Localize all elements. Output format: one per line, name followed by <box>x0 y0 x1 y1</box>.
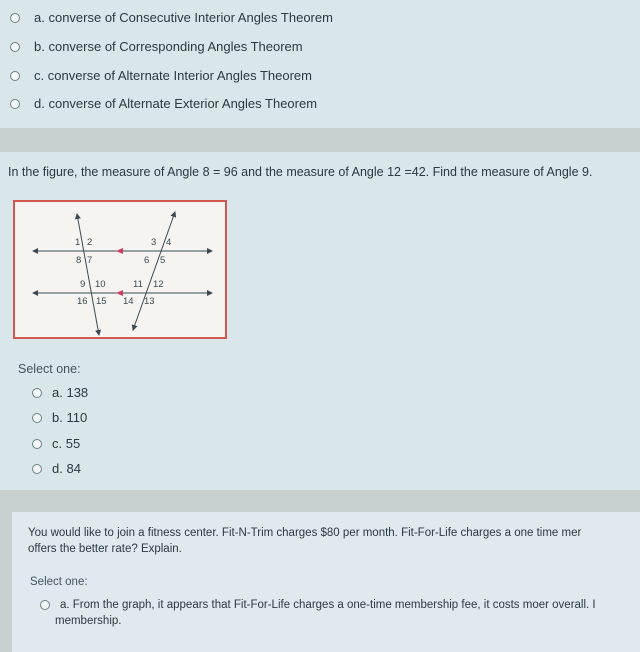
q1-option-c[interactable] <box>10 68 312 83</box>
option-text: 84 <box>66 461 81 476</box>
angle-label-1: 1 <box>75 237 81 248</box>
q1-option-b[interactable] <box>10 39 303 54</box>
q3-option-a[interactable] <box>40 599 596 611</box>
option-text: 55 <box>65 436 81 451</box>
q2-option-b[interactable] <box>32 410 87 425</box>
q3-option-a-continued: membership. <box>55 615 122 627</box>
angle-label-7: 7 <box>87 255 93 266</box>
q2-option-a[interactable] <box>32 385 88 400</box>
angle-label-15: 15 <box>96 296 107 307</box>
question-1-panel <box>0 0 640 128</box>
option-text: converse of Corresponding Angles Theorem <box>48 39 303 54</box>
radio-button[interactable] <box>10 71 20 81</box>
option-letter: b. <box>52 410 63 425</box>
figure-diagram <box>15 202 225 337</box>
radio-button[interactable] <box>32 439 42 449</box>
option-letter: a. <box>34 10 45 25</box>
q2-select-label: Select one: <box>18 362 81 376</box>
question-3-text-line1: You would like to join a fitness center. Fit-N-Trim charges $80 per month. Fit-For-Life charges a one time mer <box>28 527 582 539</box>
option-letter: c. <box>34 68 45 83</box>
transversal-right <box>133 212 175 330</box>
radio-button[interactable] <box>10 13 20 23</box>
option-letter: b. <box>34 39 45 54</box>
radio-button[interactable] <box>32 413 42 423</box>
parallel-lines-figure <box>13 200 227 339</box>
angle-label-13: 13 <box>144 296 155 307</box>
option-letter: d. <box>52 461 63 476</box>
angle-label-14: 14 <box>123 296 134 307</box>
q2-option-d[interactable] <box>32 461 81 476</box>
question-3-text-line2: offers the better rate? Explain. <box>28 543 182 555</box>
option-text: converse of Alternate Exterior Angles Theorem <box>48 96 318 111</box>
angle-label-5: 5 <box>160 255 166 266</box>
option-text: 110 <box>66 410 88 425</box>
radio-button[interactable] <box>10 42 20 52</box>
option-letter: c. <box>52 436 63 451</box>
radio-button[interactable] <box>32 388 42 398</box>
q2-option-c[interactable] <box>32 436 80 451</box>
q1-option-d[interactable] <box>10 96 317 111</box>
radio-button[interactable] <box>32 464 42 474</box>
option-letter: a. <box>52 385 63 400</box>
option-text: a. From the graph, it appears that Fit-For-Life charges a one-time membership fee, it costs moer overall. I <box>60 599 596 611</box>
angle-label-11: 11 <box>133 279 143 290</box>
angle-label-10: 10 <box>95 279 106 290</box>
radio-button[interactable] <box>40 600 50 610</box>
angle-label-2: 2 <box>87 237 93 248</box>
angle-label-12: 12 <box>153 279 164 290</box>
parallel-mark-top <box>116 248 123 254</box>
angle-label-3: 3 <box>151 237 157 248</box>
parallel-mark-bottom <box>116 290 123 296</box>
angle-label-16: 16 <box>77 296 88 307</box>
angle-label-9: 9 <box>80 279 86 290</box>
angle-label-8: 8 <box>76 255 82 266</box>
angle-label-6: 6 <box>144 255 150 266</box>
option-letter: d. <box>34 96 45 111</box>
option-text: 138 <box>66 385 89 400</box>
q1-option-a[interactable] <box>10 10 333 25</box>
radio-button[interactable] <box>10 99 20 109</box>
q3-select-label: Select one: <box>30 576 88 588</box>
option-text: converse of Alternate Interior Angles Theorem <box>47 68 312 83</box>
question-2-text: In the figure, the measure of Angle 8 = 96 and the measure of Angle 12 =42. Find the measure of Angle 9. <box>8 165 593 179</box>
angle-label-4: 4 <box>166 237 172 248</box>
transversal-left <box>77 214 99 335</box>
option-text: converse of Consecutive Interior Angles Theorem <box>48 10 333 25</box>
